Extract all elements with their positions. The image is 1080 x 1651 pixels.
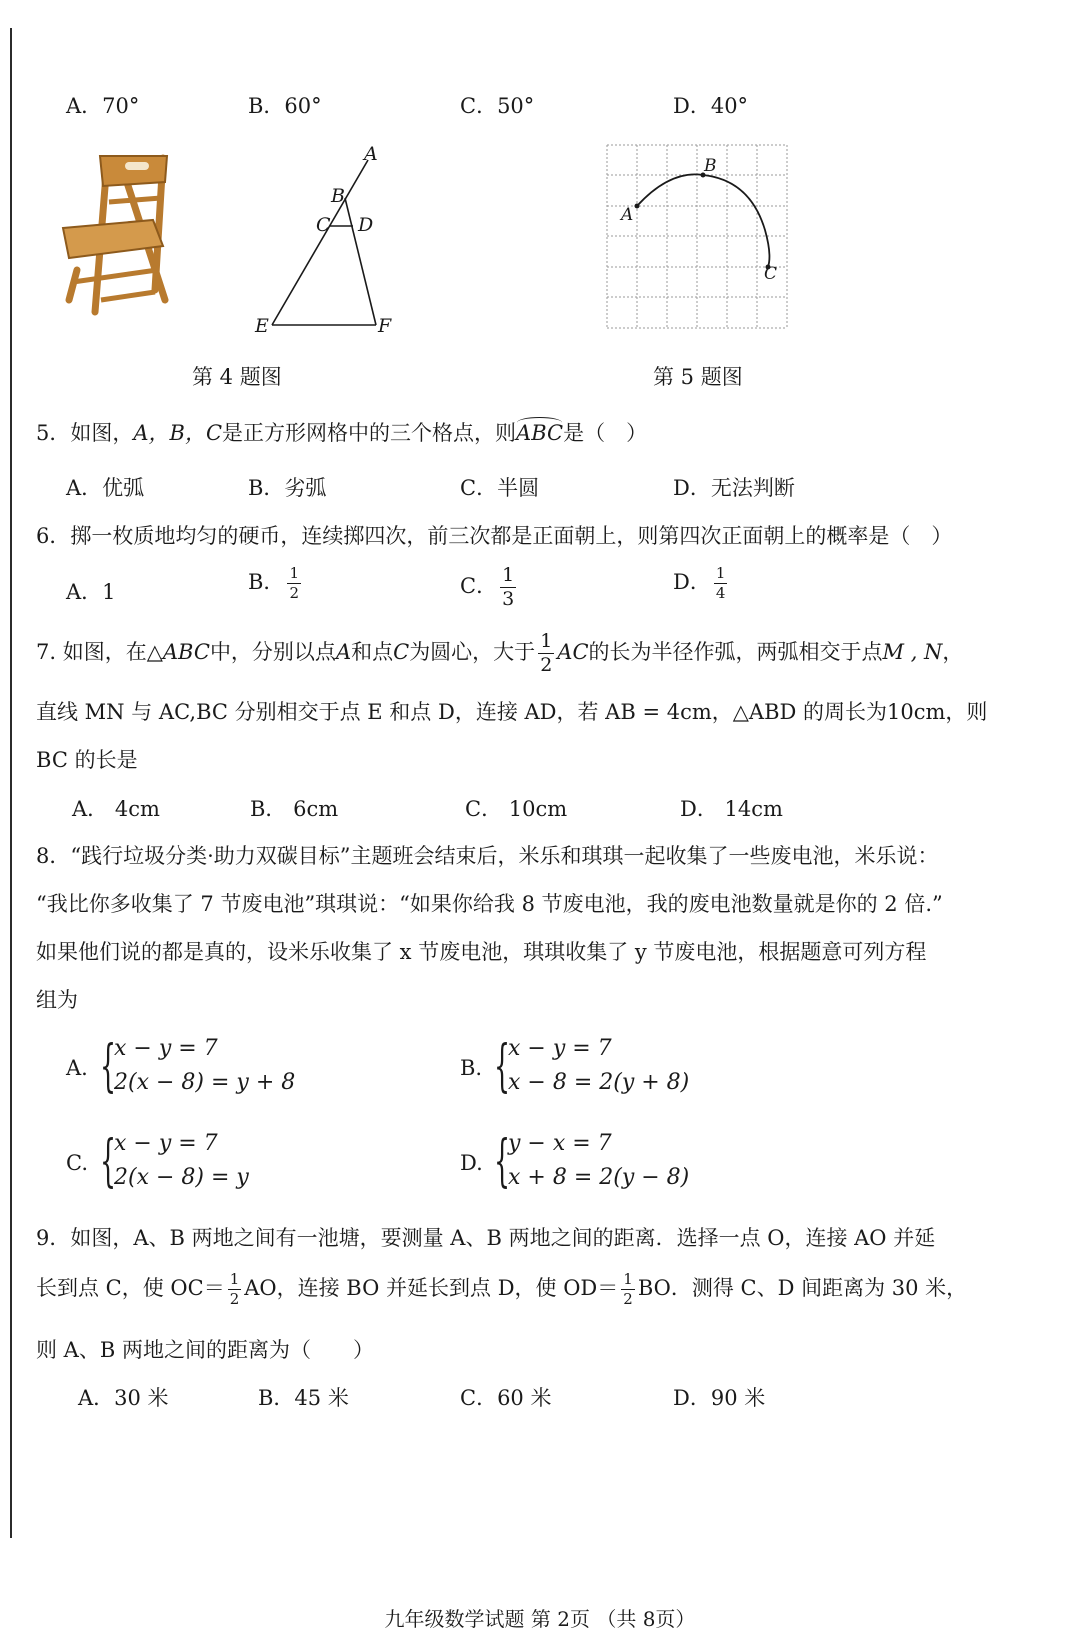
q5-stem: 5．如图，A，B，C是正方形网格中的三个格点，则ABC是（ ）: [36, 421, 648, 445]
q8-option-b-label[interactable]: B.: [460, 1056, 483, 1080]
q9-line-3: 则 A、B 两地之间的距离为（ ）: [36, 1338, 374, 1362]
folding-chair-image: [55, 150, 175, 320]
q9-line-2: 长到点 C，使 OC＝ $\frac{1}{2}$ AO，连接 BO 并延长到点 D，使 OD＝ $\frac{1}{2}$ BO．测得 C、D 间距离为 30 米，: [36, 1270, 968, 1308]
q8-line-3: 如果他们说的都是真的，设米乐收集了 x 节废电池，琪琪收集了 y 节废电池，根据题意可列方程: [36, 940, 927, 964]
q7-option-c[interactable]: C． 10cm: [465, 797, 568, 821]
q8-option-a-label[interactable]: A.: [66, 1056, 88, 1080]
brace-icon: {: [494, 1129, 511, 1194]
q6-option-d[interactable]: D． $\frac{1}{4}$: [673, 564, 726, 602]
q5-option-a[interactable]: A．优弧: [66, 476, 145, 500]
arc-abc-symbol: ABC: [516, 421, 564, 445]
q7-option-a[interactable]: A． 4cm: [72, 797, 160, 821]
q8-line-1: 8．“践行垃圾分类·助力双碳目标”主题班会结束后，米乐和琪琪一起收集了一些废电池，米乐说：: [36, 844, 939, 868]
q5-option-b[interactable]: B．劣弧: [248, 476, 327, 500]
q9-option-b[interactable]: B．45 米: [258, 1386, 349, 1410]
q8-option-a-system[interactable]: { x − y = 7 2(x − 8) = y + 8: [100, 1034, 296, 1099]
q7-option-d[interactable]: D． 14cm: [680, 797, 783, 821]
label-C: C: [764, 264, 778, 284]
brace-icon: {: [100, 1034, 117, 1099]
q4-triangle-figure: [240, 140, 410, 340]
q7-line-2: 直线 MN 与 AC,BC 分别相交于点 E 和点 D，连接 AD，若 AB = 4cm，△ABD 的周长为10cm，则: [36, 700, 988, 724]
q7-line-3: BC 的长是: [36, 748, 138, 772]
q4-option-c[interactable]: C．50°: [460, 94, 535, 118]
q8-line-2: “我比你多收集了 7 节废电池”琪琪说：“如果你给我 8 节废电池，我的废电池数量就是你的 2 倍.”: [36, 892, 943, 916]
label-F: F: [378, 315, 392, 337]
q9-line-1: 9．如图，A、B 两地之间有一池塘，要测量 A、B 两地之间的距离．选择一点 O，连接 AO 并延: [36, 1226, 936, 1250]
q5-grid-figure: [600, 140, 800, 335]
q6-option-b[interactable]: B． $\frac{1}{2}$: [248, 564, 299, 602]
q5-option-c[interactable]: C．半圆: [460, 476, 540, 500]
q8-option-d-label[interactable]: D.: [460, 1151, 483, 1175]
q6-option-c[interactable]: C． $\frac{1}{3}$: [460, 564, 515, 610]
q7-line-1: 7. 如图，在△ABC中，分别以点A和点C为圆心，大于 $\frac{1}{2}$ AC的长为半径作弧，两弧相交于点M , N，: [36, 630, 964, 676]
q6-option-a[interactable]: A．1: [66, 580, 116, 604]
q8-option-c-system[interactable]: { x − y = 7 2(x − 8) = y: [100, 1129, 249, 1194]
q9-option-d[interactable]: D．90 米: [673, 1386, 766, 1410]
brace-icon: {: [100, 1129, 117, 1194]
label-D: D: [358, 214, 374, 236]
label-B: B: [331, 185, 345, 207]
q5-option-d[interactable]: D．无法判断: [673, 476, 795, 500]
q4-option-a[interactable]: A．70°: [66, 94, 140, 118]
label-B: B: [704, 156, 717, 176]
q8-option-d-system[interactable]: { y − x = 7 x + 8 = 2(y − 8): [494, 1129, 690, 1194]
q4-option-b[interactable]: B．60°: [248, 94, 322, 118]
label-E: E: [255, 315, 269, 337]
brace-icon: {: [494, 1034, 511, 1099]
fig5-caption: 第 5 题图: [653, 365, 743, 389]
fig4-caption: 第 4 题图: [192, 365, 282, 389]
q8-line-4: 组为: [36, 988, 78, 1012]
margin-line: [10, 28, 12, 1538]
q7-option-b[interactable]: B． 6cm: [250, 797, 339, 821]
q6-stem: 6．掷一枚质地均匀的硬币，连续掷四次，前三次都是正面朝上，则第四次正面朝上的概率是（ ）: [36, 524, 953, 548]
label-A: A: [364, 143, 378, 165]
q8-option-c-label[interactable]: C.: [66, 1151, 88, 1175]
label-A: A: [621, 205, 634, 225]
q4-option-d[interactable]: D．40°: [673, 94, 749, 118]
label-C: C: [316, 214, 331, 236]
q9-option-a[interactable]: A．30 米: [78, 1386, 169, 1410]
q9-option-c[interactable]: C．60 米: [460, 1386, 552, 1410]
page-footer: 九年级数学试题 第 2页 （共 8页）: [384, 1607, 696, 1631]
q8-option-b-system[interactable]: { x − y = 7 x − 8 = 2(y + 8): [494, 1034, 690, 1099]
